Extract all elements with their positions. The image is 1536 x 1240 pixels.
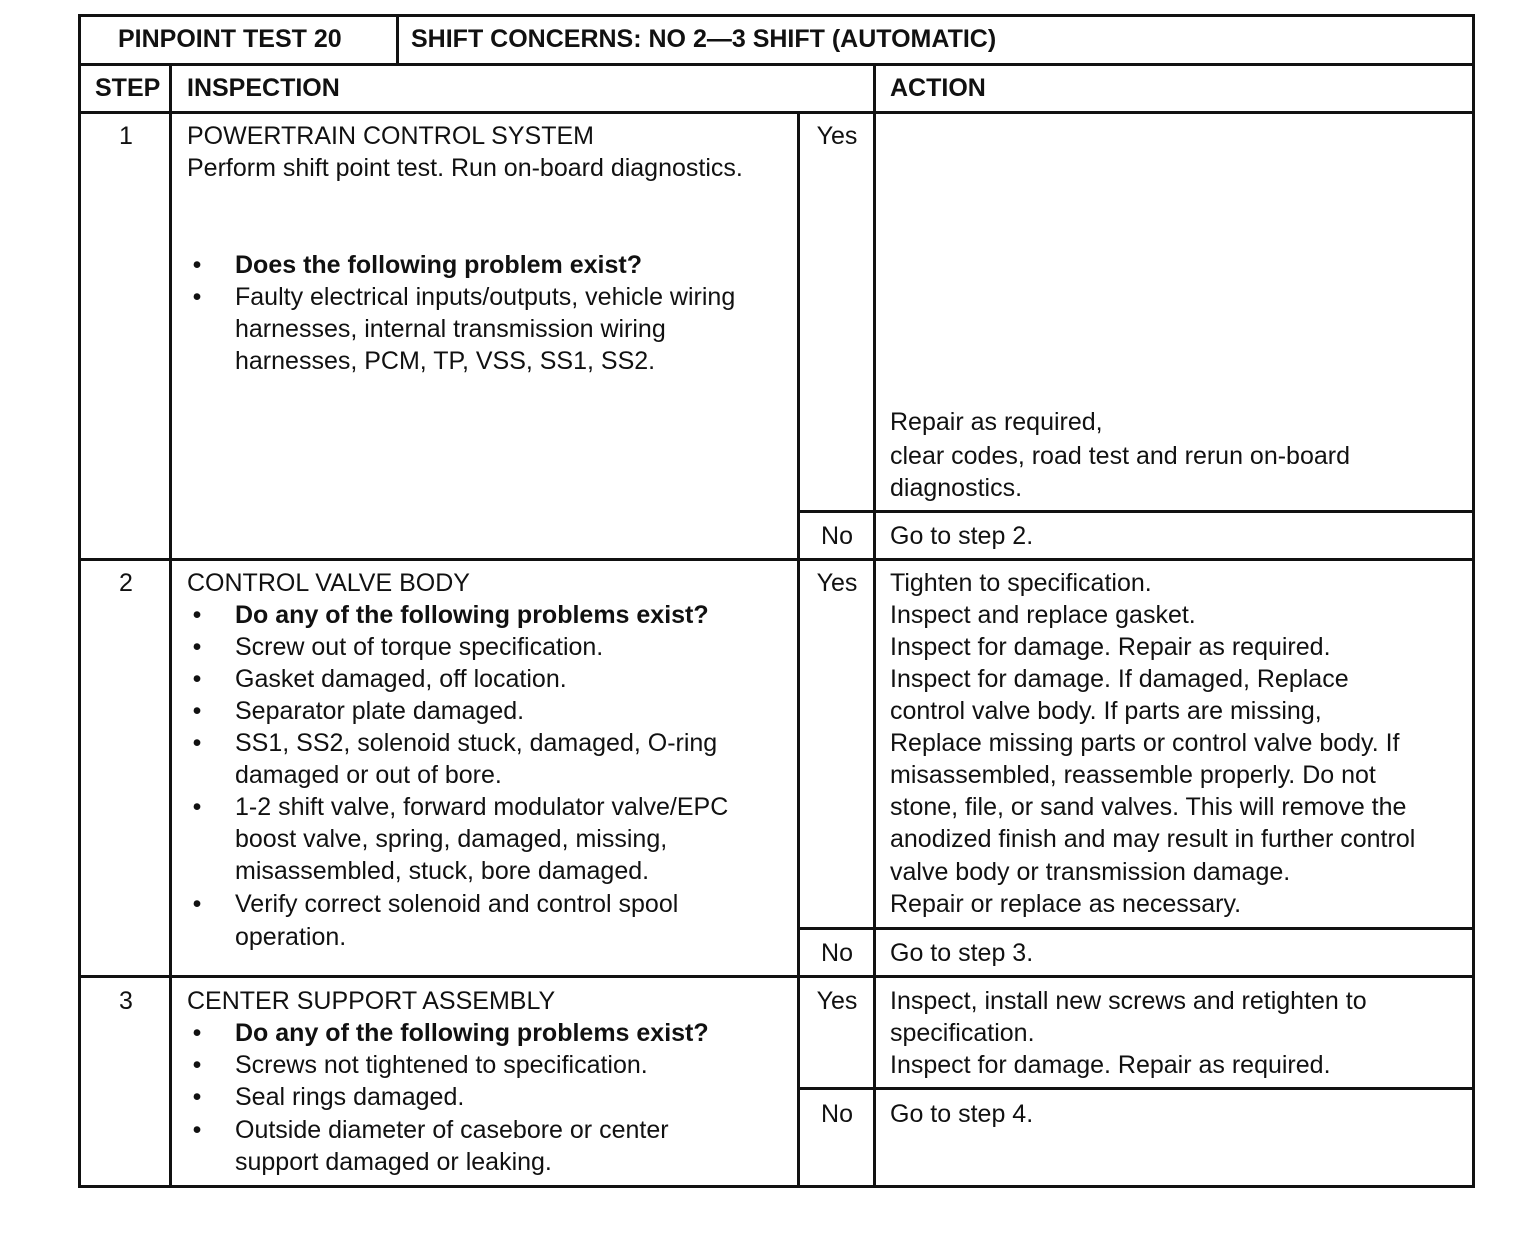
action-yes-line: Inspect, install new screws and retighten to	[890, 987, 1367, 1015]
bullet-icon: •	[192, 793, 202, 821]
rule-below-column-headers	[80, 111, 1473, 114]
column-header-step: STEP	[95, 74, 161, 102]
action-yes-line: Tighten to specification.	[890, 569, 1152, 597]
inspection-item-continued: harnesses, internal transmission wiring	[235, 315, 666, 343]
inspection-item-continued: damaged or out of bore.	[235, 761, 502, 789]
action-yes-line: clear codes, road test and rerun on-board	[890, 442, 1350, 470]
bullet-icon: •	[192, 601, 202, 629]
answer-yes: Yes	[816, 987, 858, 1015]
action-yes-line: misassembled, reassemble properly. Do not	[890, 761, 1376, 789]
inspection-item-continued: support damaged or leaking.	[235, 1148, 552, 1176]
action-yes-line: Inspect for damage. Repair as required.	[890, 1051, 1331, 1079]
answer-yes: Yes	[816, 569, 858, 597]
inspection-heading: CENTER SUPPORT ASSEMBLY	[187, 987, 556, 1015]
inspection-heading: POWERTRAIN CONTROL SYSTEM	[187, 122, 594, 150]
rule-below-step1	[80, 558, 1473, 561]
action-yes-line: anodized finish and may result in further control	[890, 825, 1416, 853]
page-title: SHIFT CONCERNS: NO 2—3 SHIFT (AUTOMATIC)	[411, 25, 997, 53]
column-header-inspection: INSPECTION	[187, 74, 340, 102]
action-yes-line: valve body or transmission damage.	[890, 858, 1291, 886]
bullet-icon: •	[192, 890, 202, 918]
bullet-icon: •	[192, 697, 202, 725]
inspection-item-continued: misassembled, stuck, bore damaged.	[235, 857, 650, 885]
action-yes-line: diagnostics.	[890, 474, 1023, 502]
inspection-item-continued: operation.	[235, 923, 347, 951]
step-number: 1	[119, 122, 133, 150]
bullet-icon: •	[192, 1083, 202, 1111]
pinpoint-test-label: PINPOINT TEST 20	[118, 25, 342, 53]
rule-step1-yes-no	[798, 510, 1473, 513]
rule-title-divider	[396, 16, 399, 64]
action-no: Go to step 4.	[890, 1100, 1034, 1128]
inspection-item-continued: boost valve, spring, damaged, missing,	[235, 825, 668, 853]
column-header-action: ACTION	[890, 74, 986, 102]
step-number: 3	[119, 987, 133, 1015]
answer-yes: Yes	[816, 122, 858, 150]
inspection-heading: CONTROL VALVE BODY	[187, 569, 470, 597]
answer-no: No	[821, 939, 853, 967]
rule-answer-column	[797, 112, 800, 1186]
bullet-icon: •	[192, 1019, 202, 1047]
rule-below-step2	[80, 975, 1473, 978]
bullet-icon: •	[192, 729, 202, 757]
bullet-icon: •	[192, 633, 202, 661]
action-yes-line: Inspect for damage. If damaged, Replace	[890, 665, 1349, 693]
action-yes-line: stone, file, or sand valves. This will remove the	[890, 793, 1407, 821]
rule-step2-yes-no	[798, 927, 1473, 930]
rule-below-title	[80, 63, 1473, 66]
bullet-icon: •	[192, 665, 202, 693]
answer-no: No	[821, 522, 853, 550]
bullet-icon: •	[192, 1116, 202, 1144]
action-yes-line: Repair or replace as necessary.	[890, 890, 1242, 918]
answer-no: No	[821, 1100, 853, 1128]
action-yes-line: control valve body. If parts are missing,	[890, 697, 1322, 725]
bullet-icon: •	[192, 283, 202, 311]
action-no: Go to step 2.	[890, 522, 1034, 550]
action-yes-line: Repair as required,	[890, 408, 1103, 436]
action-yes-line: Inspect for damage. Repair as required.	[890, 633, 1331, 661]
inspection-item-continued: harnesses, PCM, TP, VSS, SS1, SS2.	[235, 347, 656, 375]
rule-step3-yes-no	[798, 1087, 1473, 1090]
action-yes-line: Inspect and replace gasket.	[890, 601, 1196, 629]
action-no: Go to step 3.	[890, 939, 1034, 967]
rule-action-column	[873, 64, 876, 1186]
inspection-intro: Perform shift point test. Run on-board diagnostics.	[187, 154, 743, 182]
step-number: 2	[119, 569, 133, 597]
rule-step-column	[169, 64, 172, 1186]
action-yes-line: Replace missing parts or control valve body. If	[890, 729, 1400, 757]
bullet-icon: •	[192, 1051, 202, 1079]
action-yes-line: specification.	[890, 1019, 1035, 1047]
bullet-icon: •	[192, 251, 202, 279]
